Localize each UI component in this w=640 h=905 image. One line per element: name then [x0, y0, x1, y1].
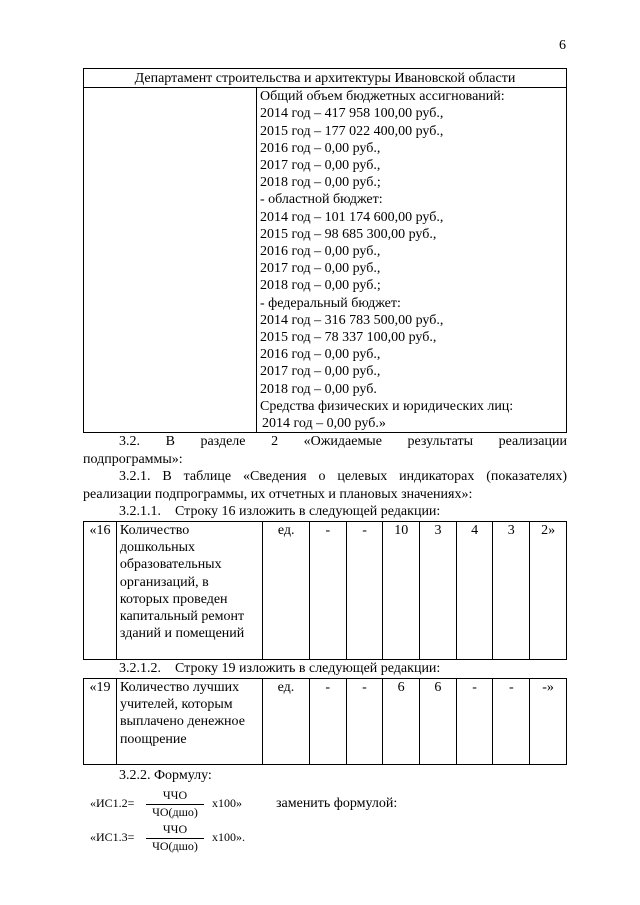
formula-1-lhs: «ИС1.2= — [90, 796, 135, 810]
formula-1-fraction — [146, 788, 204, 820]
word: результаты — [407, 434, 474, 449]
word: таблице — [183, 469, 232, 484]
value-cell: 6 — [420, 679, 457, 765]
value-cell: - — [346, 522, 383, 660]
value-cell: 10 — [383, 522, 420, 660]
budget-line: 2018 год – 0,00 руб. — [260, 381, 377, 397]
unit-cell: ед. — [263, 679, 310, 765]
budget-line: 2017 год – 0,00 руб., — [260, 158, 381, 174]
paragraph-3-2-2: 3.2.2. Формулу: — [119, 768, 212, 783]
formula-1-rhs: x100» — [212, 796, 242, 810]
word: индикаторах — [399, 469, 475, 484]
unit-cell: ед. — [263, 522, 310, 660]
replace-text: заменить формулой: — [276, 796, 398, 811]
word: В — [165, 434, 175, 449]
word: целевых — [337, 469, 388, 484]
budget-line: 2015 год – 78 337 100,00 руб., — [260, 330, 437, 346]
paragraph-3-2-1-1: 3.2.1.1. Строку 16 изложить в следующей редакции: — [119, 504, 441, 519]
paragraph-3-2-line1 — [83, 434, 567, 450]
word: о — [318, 469, 326, 484]
word: В — [162, 469, 172, 484]
paragraph-3-2-line2: подпрограммы»: — [83, 452, 183, 467]
budget-line: 2017 год – 0,00 руб., — [260, 364, 381, 380]
value-cell: 4 — [456, 522, 493, 660]
page-number: 6 — [559, 38, 566, 53]
word: реализации — [498, 434, 567, 449]
paragraph-3-2-1-2: 3.2.1.2. Строку 19 изложить в следующей редакции: — [119, 661, 441, 676]
budget-line: 2016 год – 0,00 руб., — [260, 140, 381, 156]
budget-line: 2016 год – 0,00 руб., — [260, 244, 381, 260]
indicator-name: Количество лучших учителей, которым выплачено денежное поощрение — [116, 679, 262, 765]
formula-2-fraction — [146, 822, 204, 854]
value-cell: - — [309, 679, 346, 765]
budget-line: 2018 год – 0,00 руб.; — [260, 175, 381, 191]
budget-label-cell — [84, 88, 257, 433]
word: 2 — [271, 434, 279, 449]
formula-1-numerator: ЧЧО — [162, 788, 188, 802]
value-cell: - — [493, 679, 530, 765]
formula-2-numerator: ЧЧО — [162, 822, 188, 836]
budget-line: 2014 год – 316 783 500,00 руб., — [260, 312, 444, 328]
budget-line: 2016 год – 0,00 руб., — [260, 347, 381, 363]
budget-line: - федеральный бюджет: — [260, 295, 401, 311]
formula-2-rhs: x100». — [212, 830, 245, 844]
budget-line: 2015 год – 177 022 400,00 руб., — [260, 123, 444, 139]
formula-1-denominator: ЧО(дшо) — [152, 805, 198, 819]
indicator-name: Количество дошкольных образовательных организаций, в которых проведен капитальный ремонт зданий и помещений — [116, 522, 262, 660]
budget-line: 2014 год – 0,00 руб.» — [262, 416, 386, 432]
budget-line: Средства физических и юридических лиц: — [260, 398, 514, 414]
value-cell: -» — [530, 679, 567, 765]
paragraph-3-2-1-line1 — [83, 469, 567, 485]
word: «Ожидаемые — [303, 434, 382, 449]
value-cell: - — [346, 679, 383, 765]
formula-2-denominator: ЧО(дшо) — [152, 839, 198, 853]
budget-values-cell — [257, 88, 567, 433]
budget-line: 2018 год – 0,00 руб.; — [260, 278, 381, 294]
budget-line: 2014 год – 101 174 600,00 руб., — [260, 209, 444, 225]
value-cell: 3 — [420, 522, 457, 660]
budget-table — [83, 68, 567, 433]
word: разделе — [200, 434, 246, 449]
word: 3.2.1. — [119, 469, 151, 484]
indicator-row-19-table — [83, 678, 567, 765]
row-number: «19 — [84, 679, 117, 765]
row-number: «16 — [84, 522, 117, 660]
budget-line: Общий объем бюджетных ассигнований: — [260, 89, 505, 105]
budget-line: 2015 год – 98 685 300,00 руб., — [260, 226, 437, 242]
department-header: Департамент строительства и архитектуры Ивановской области — [84, 69, 567, 88]
value-cell: 2» — [530, 522, 567, 660]
value-cell: 6 — [383, 679, 420, 765]
value-cell: - — [310, 522, 347, 660]
word: 3.2. — [119, 434, 140, 449]
budget-line: 2014 год – 417 958 100,00 руб., — [260, 106, 444, 122]
paragraph-3-2-1-line2: реализации подпрограммы, их отчетных и плановых значениях»: — [83, 487, 473, 502]
indicator-row-16-table — [83, 521, 567, 660]
word: (показателях) — [486, 469, 567, 484]
budget-line: - областной бюджет: — [260, 192, 383, 208]
budget-line: 2017 год – 0,00 руб., — [260, 261, 381, 277]
word: «Сведения — [242, 469, 307, 484]
value-cell: - — [456, 679, 493, 765]
formula-2-lhs: «ИС1.3= — [90, 830, 135, 844]
value-cell: 3 — [493, 522, 530, 660]
